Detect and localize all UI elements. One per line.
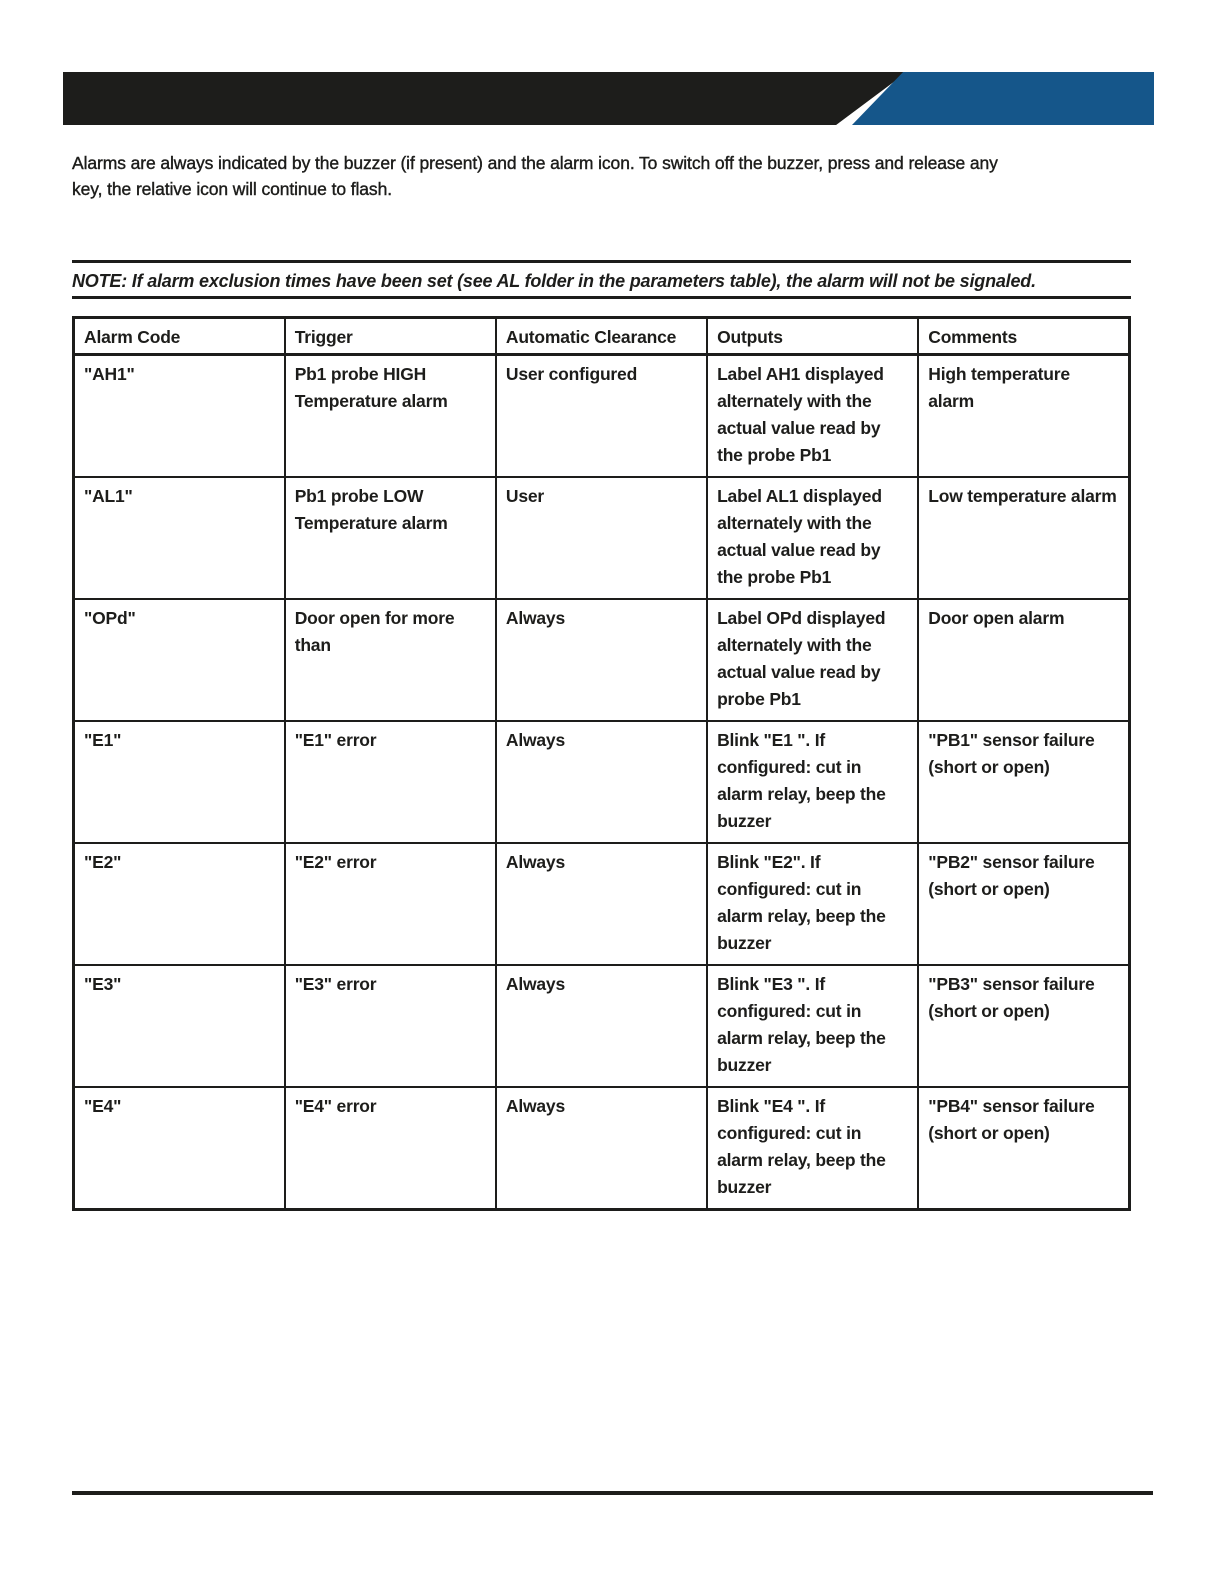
cell-comments: High temperature alarm: [918, 355, 1129, 478]
cell-alarm-code: "E4": [74, 1087, 285, 1210]
cell-comments: "PB4" sensor failure (short or open): [918, 1087, 1129, 1210]
footer-rule: [72, 1491, 1153, 1495]
table-header-row: [74, 318, 1130, 355]
cell-comments: "PB2" sensor failure (short or open): [918, 843, 1129, 965]
cell-trigger: Pb1 probe HIGH Temperature alarm: [285, 355, 496, 478]
intro-line: Alarms are always indicated by the buzzer (if present) and the alarm icon. To switch off the buzzer, press and release any: [72, 153, 998, 173]
cell-comments: "PB1" sensor failure (short or open): [918, 721, 1129, 843]
intro-paragraph: [72, 150, 1162, 202]
cell-outputs: Blink "E2". If configured: cut in alarm relay, beep the buzzer: [707, 843, 918, 965]
cell-automatic-clearance: Always: [496, 1087, 707, 1210]
cell-outputs: Blink "E4 ". If configured: cut in alarm relay, beep the buzzer: [707, 1087, 918, 1210]
table-row-e1: [74, 721, 1130, 843]
intro-line: key, the relative icon will continue to flash.: [72, 179, 392, 199]
column-header-trigger: Trigger: [285, 318, 496, 355]
alarm-codes-table: [72, 316, 1131, 1211]
cell-comments: Low temperature alarm: [918, 477, 1129, 599]
table-row-ah1: [74, 355, 1130, 478]
cell-trigger: Pb1 probe LOW Temperature alarm: [285, 477, 496, 599]
cell-outputs: Blink "E1 ". If configured: cut in alarm relay, beep the buzzer: [707, 721, 918, 843]
note-text: NOTE: If alarm exclusion times have been set (see AL folder in the parameters table), the alarm will not be signaled.: [72, 271, 1036, 291]
cell-outputs: Label AL1 displayed alternately with the actual value read by the probe Pb1: [707, 477, 918, 599]
cell-automatic-clearance: Always: [496, 599, 707, 721]
column-header-outputs: Outputs: [707, 318, 918, 355]
table-row-e2: [74, 843, 1130, 965]
cell-automatic-clearance: User: [496, 477, 707, 599]
cell-trigger: "E1" error: [285, 721, 496, 843]
cell-outputs: Label AH1 displayed alternately with the actual value read by the probe Pb1: [707, 355, 918, 478]
cell-trigger: "E4" error: [285, 1087, 496, 1210]
table-row-al1: [74, 477, 1130, 599]
column-header-alarm-code: Alarm Code: [74, 318, 285, 355]
cell-alarm-code: "AL1": [74, 477, 285, 599]
column-header-comments: Comments: [918, 318, 1129, 355]
note-top-rule: [72, 260, 1131, 263]
cell-trigger: "E3" error: [285, 965, 496, 1087]
cell-comments: "PB3" sensor failure (short or open): [918, 965, 1129, 1087]
cell-alarm-code: "E3": [74, 965, 285, 1087]
cell-alarm-code: "OPd": [74, 599, 285, 721]
cell-alarm-code: "AH1": [74, 355, 285, 478]
header-black-banner: [63, 72, 907, 125]
cell-alarm-code: "E1": [74, 721, 285, 843]
cell-outputs: Label OPd displayed alternately with the actual value read by probe Pb1: [707, 599, 918, 721]
cell-comments: Door open alarm: [918, 599, 1129, 721]
cell-automatic-clearance: User configured: [496, 355, 707, 478]
cell-automatic-clearance: Always: [496, 843, 707, 965]
table-row-opd: [74, 599, 1130, 721]
table-row-e4: [74, 1087, 1130, 1210]
cell-trigger: "E2" error: [285, 843, 496, 965]
cell-automatic-clearance: Always: [496, 965, 707, 1087]
cell-automatic-clearance: Always: [496, 721, 707, 843]
note-bottom-rule: [72, 296, 1131, 299]
cell-alarm-code: "E2": [74, 843, 285, 965]
cell-trigger: Door open for more than: [285, 599, 496, 721]
cell-outputs: Blink "E3 ". If configured: cut in alarm relay, beep the buzzer: [707, 965, 918, 1087]
column-header-automatic-clearance: Automatic Clearance: [496, 318, 707, 355]
table-row-e3: [74, 965, 1130, 1087]
